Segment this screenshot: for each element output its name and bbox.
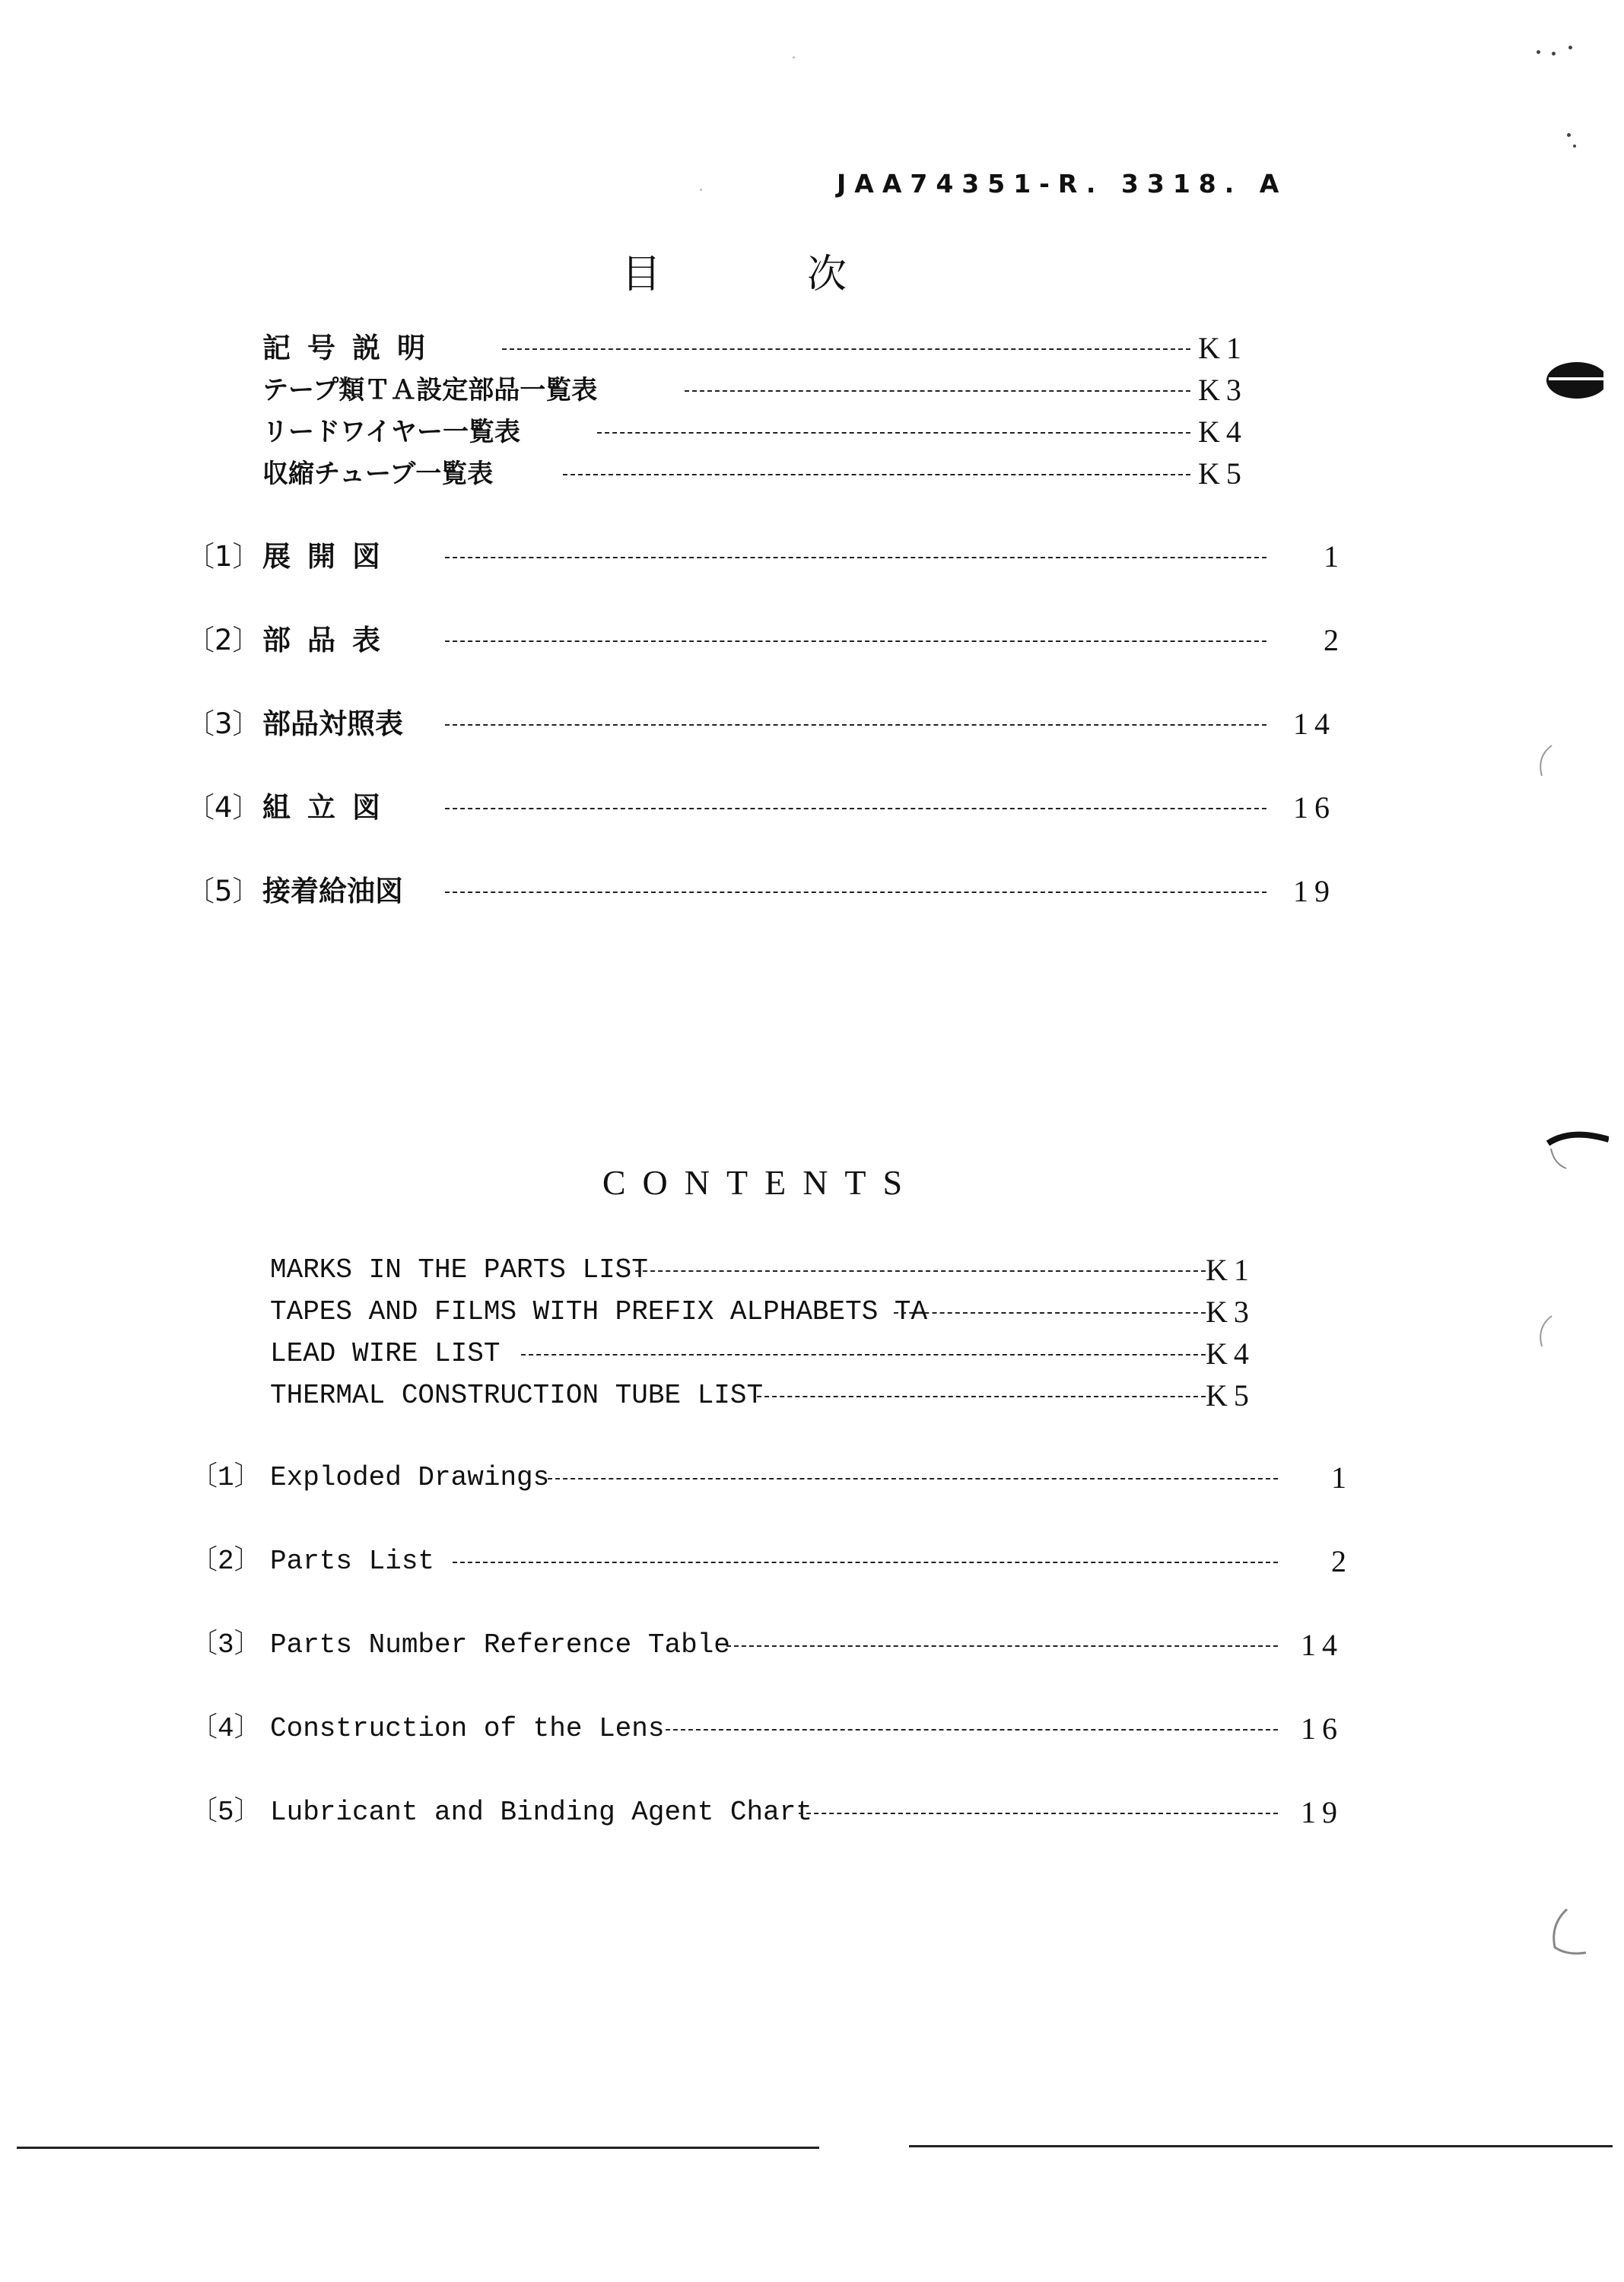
- scan-speck: [1573, 145, 1576, 148]
- section-number: 〔5〕: [190, 1797, 262, 1828]
- leader-dots: [445, 640, 1266, 642]
- entry-page: 16: [1293, 790, 1336, 825]
- scan-speck: [1568, 46, 1572, 49]
- binder-hole-mark: [1533, 742, 1563, 783]
- section-number: 〔1〕: [190, 1462, 262, 1493]
- entry-page: 1: [1331, 1460, 1352, 1495]
- section-number: 〔4〕: [186, 791, 261, 824]
- scan-speck: [1552, 52, 1556, 56]
- entry-page: K3: [1198, 373, 1247, 407]
- leader-dots: [563, 474, 1190, 475]
- section-number: 〔3〕: [190, 1629, 262, 1661]
- en-section-entry: [190, 1794, 1362, 1832]
- entry-page: 14: [1293, 707, 1336, 741]
- binder-hole-mark: [1544, 1905, 1590, 1963]
- scan-speck: [1567, 133, 1571, 137]
- entry-page: K5: [1206, 1378, 1255, 1413]
- en-section-entry: [190, 1710, 1362, 1748]
- en-section-entry: [190, 1543, 1362, 1581]
- leader-dots: [445, 892, 1266, 893]
- entry-page: K4: [1198, 415, 1247, 449]
- leader-dots: [445, 724, 1266, 726]
- jp-section-entry: [186, 789, 1350, 827]
- en-symbol-entry: [270, 1377, 1274, 1415]
- entry-label: 部品対照表: [262, 707, 403, 740]
- scan-speck: [1537, 50, 1540, 54]
- leader-dots: [445, 808, 1266, 809]
- leader-dots: [445, 557, 1266, 558]
- entry-page: K1: [1198, 331, 1247, 365]
- scan-speck: [793, 56, 795, 59]
- leader-dots: [757, 1396, 1206, 1397]
- entry-label: リードワイヤー一覧表: [262, 417, 520, 447]
- entry-page: K3: [1206, 1295, 1255, 1329]
- section-number: 〔3〕: [186, 707, 261, 740]
- entry-label: THERMAL CONSTRUCTION TUBE LIST: [270, 1380, 764, 1411]
- binder-hole-mark: [1540, 1124, 1609, 1181]
- leader-dots: [635, 1270, 1206, 1272]
- entry-label: 収縮チューブ一覧表: [262, 459, 494, 489]
- leader-dots: [666, 1729, 1278, 1731]
- jp-section-entry: [186, 872, 1350, 911]
- leader-dots: [726, 1645, 1278, 1647]
- entry-label: 記号説明: [262, 332, 442, 364]
- entry-label: 組立図: [262, 791, 397, 824]
- en-symbol-entry: [270, 1335, 1274, 1373]
- entry-page: 14: [1301, 1628, 1343, 1662]
- entry-label: LEAD WIRE LIST: [270, 1338, 501, 1369]
- entry-label: Lubricant and Binding Agent Chart: [270, 1797, 812, 1828]
- entry-page: 19: [1301, 1795, 1343, 1829]
- leader-dots: [685, 390, 1190, 392]
- jp-symbol-entry: [262, 329, 1266, 367]
- footer-rule-left: [17, 2147, 819, 2149]
- en-toc-title: CONTENTS: [602, 1163, 920, 1202]
- jp-symbol-entry: [262, 371, 1266, 409]
- leader-dots: [521, 1354, 1206, 1356]
- leader-dots: [502, 348, 1190, 350]
- jp-symbol-entry: [262, 413, 1266, 451]
- footer-rule-right: [909, 2145, 1613, 2147]
- document-number: JAA74351-R. 3318. A: [837, 169, 1288, 199]
- jp-symbol-entry: [262, 455, 1266, 493]
- jp-section-entry: [186, 621, 1350, 659]
- scan-speck: [700, 189, 702, 191]
- entry-label: Parts Number Reference Table: [270, 1629, 730, 1661]
- entry-page: 19: [1293, 874, 1336, 908]
- leader-dots: [799, 1813, 1278, 1814]
- section-number: 〔4〕: [190, 1713, 262, 1744]
- section-number: 〔1〕: [186, 540, 261, 573]
- entry-label: 接着給油図: [262, 875, 403, 907]
- entry-label: Construction of the Lens: [270, 1713, 665, 1744]
- section-number: 〔2〕: [190, 1546, 262, 1577]
- entry-label: TAPES AND FILMS WITH PREFIX ALPHABETS TA: [270, 1296, 928, 1327]
- jp-section-entry: [186, 705, 1350, 743]
- section-number: 〔5〕: [186, 875, 261, 907]
- entry-page: 1: [1324, 539, 1345, 574]
- en-symbol-entry: [270, 1251, 1274, 1289]
- jp-toc-title: 目 次: [621, 252, 900, 297]
- entry-label: 展開図: [262, 540, 397, 573]
- section-number: 〔2〕: [186, 624, 261, 656]
- leader-dots: [453, 1562, 1278, 1563]
- leader-dots: [597, 432, 1190, 434]
- entry-page: 16: [1301, 1712, 1343, 1746]
- entry-label: Parts List: [270, 1546, 435, 1577]
- entry-label: テープ類ＴＡ設定部品一覧表: [262, 375, 598, 405]
- entry-label: Exploded Drawings: [270, 1462, 550, 1493]
- entry-label: MARKS IN THE PARTS LIST: [270, 1254, 648, 1286]
- entry-page: K5: [1198, 456, 1247, 491]
- en-section-entry: [190, 1626, 1362, 1664]
- leader-dots: [894, 1312, 1206, 1314]
- entry-page: K4: [1206, 1336, 1255, 1371]
- en-section-entry: [190, 1459, 1362, 1497]
- binder-hole-mark: [1535, 358, 1603, 407]
- entry-page: 2: [1324, 623, 1345, 657]
- jp-section-entry: [186, 538, 1350, 576]
- entry-page: 2: [1331, 1544, 1352, 1578]
- en-symbol-entry: [270, 1293, 1274, 1331]
- binder-hole-mark: [1533, 1312, 1563, 1354]
- entry-label: 部品表: [262, 624, 397, 656]
- entry-page: K1: [1206, 1253, 1255, 1287]
- leader-dots: [548, 1478, 1278, 1479]
